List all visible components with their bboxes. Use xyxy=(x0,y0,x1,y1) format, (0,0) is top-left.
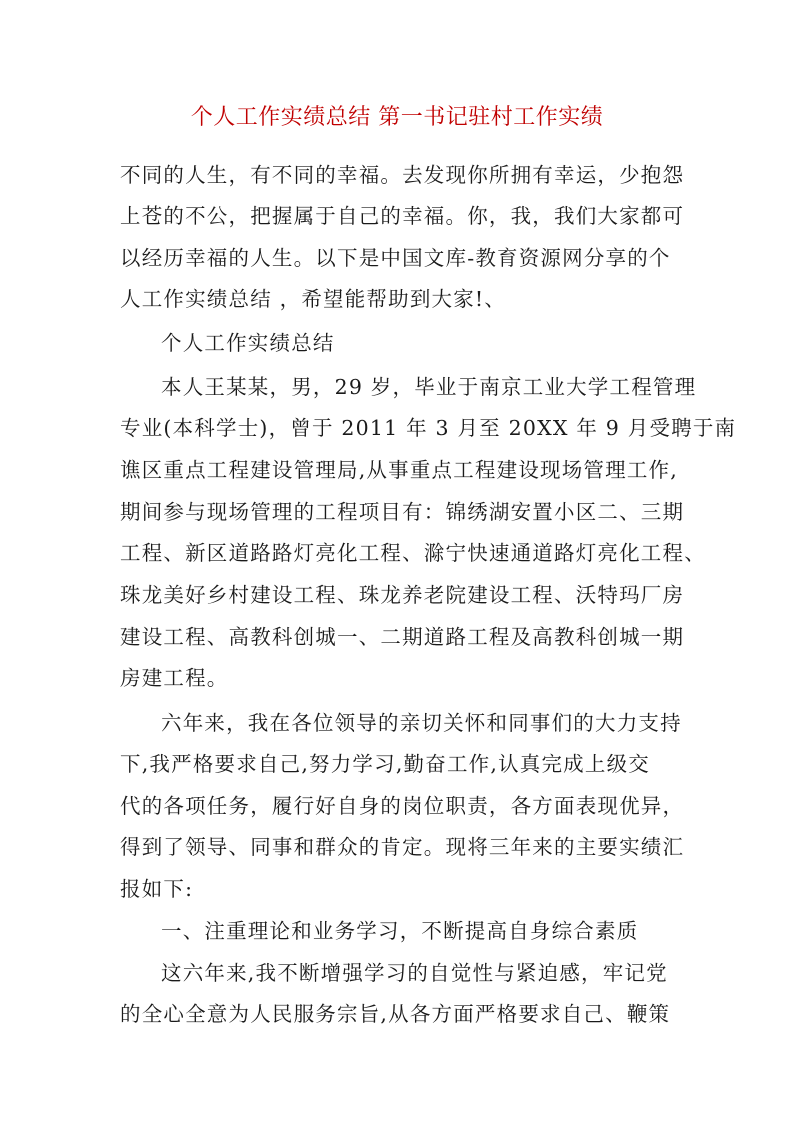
paragraph-line: 的全心全意为人民服务宗旨,从各方面严格要求自己、鞭策 xyxy=(120,1002,671,1026)
section-heading: 一、注重理论和业务学习，不断提高自身综合素质 xyxy=(161,919,639,943)
paragraph-line: 谯区重点工程建设管理局,从事重点工程建设现场管理工作, xyxy=(120,458,678,482)
paragraph-line: 建设工程、高教科创城一、二期道路工程及高教科创城一期 xyxy=(120,625,685,649)
paragraph-line: 房建工程。 xyxy=(120,666,229,690)
paragraph-line: 专业(本科学士)，曾于 2011 年 3 月至 20XX 年 9 月受聘于南 xyxy=(120,416,737,440)
paragraph-line: 上苍的不公，把握属于自己的幸福。你，我，我们大家都可 xyxy=(120,204,685,228)
document-title: 个人工作实绩总结 第一书记驻村工作实绩 xyxy=(190,105,604,130)
paragraph-line: 六年来，我在各位领导的亲切关怀和同事们的大力支持 xyxy=(161,711,682,735)
paragraph-line: 工程、新区道路路灯亮化工程、滁宁快速通道路灯亮化工程、 xyxy=(120,541,706,565)
paragraph-line: 下,我严格要求自己,努力学习,勤奋工作,认真完成上级交 xyxy=(120,752,650,776)
paragraph-line: 以经历幸福的人生。以下是中国文库-教育资源网分享的个 xyxy=(120,246,671,270)
paragraph-line: 人工作实绩总结 ，希望能帮助到大家!、 xyxy=(120,287,507,311)
paragraph-line: 报如下: xyxy=(120,877,194,901)
paragraph-line: 期间参与现场管理的工程项目有：锦绣湖安置小区二、三期 xyxy=(120,500,685,524)
paragraph-line: 珠龙美好乡村建设工程、珠龙养老院建设工程、沃特玛厂房 xyxy=(120,583,685,607)
paragraph-line: 代的各项任务，履行好自身的岗位职责，各方面表现优异， xyxy=(120,794,685,818)
paragraph-line: 不同的人生，有不同的幸福。去发现你所拥有幸运，少抱怨 xyxy=(120,163,685,187)
paragraph-line: 得到了领导、同事和群众的肯定。现将三年来的主要实绩汇 xyxy=(120,835,685,859)
paragraph-line: 这六年来,我不断增强学习的自觉性与紧迫感，牢记党 xyxy=(161,961,668,985)
section-heading: 个人工作实绩总结 xyxy=(161,331,335,355)
paragraph-line: 本人王某某，男，29 岁，毕业于南京工业大学工程管理 xyxy=(161,375,697,399)
